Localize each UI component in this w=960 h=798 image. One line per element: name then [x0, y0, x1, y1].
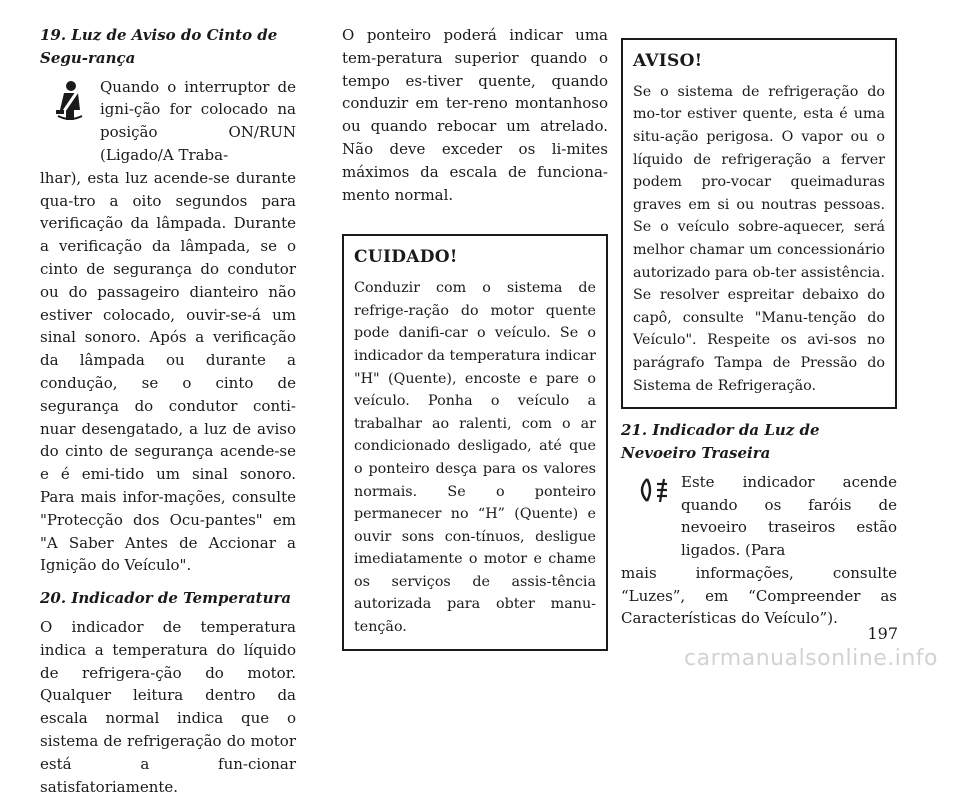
- column-middle: [342, 24, 608, 651]
- seatbelt-paragraph: [40, 76, 296, 167]
- seatbelt-intro-text: Quando o interruptor de igni-ção for colocado na posição ON/RUN (Ligado/A Traba-: [100, 77, 296, 164]
- heading-seatbelt-warning: 19. Luz de Aviso do Cinto de Segu-rança: [40, 26, 278, 67]
- caution-title: CUIDADO!: [354, 247, 458, 268]
- seatbelt-body-text: lhar), esta luz acende-se durante qua-tro a oito segundos para verificação da lâmpada. Durante a verificação da lâmpada, se o cinto de segurança do condutor ou do passageiro dianteiro não estiver colocado, ouvir-se-á um sinal sonoro. Após a verificação da lâmpada ou durante a condução, se o cinto de segurança do condutor conti-nuar desengatado, a luz de aviso do cinto de segurança acende-se e é emi-tido um sinal sonoro. Para mais infor-mações, consulte "Protecção dos Ocu-pantes" em "A Saber Antes de Accionar a Ignição do Veículo".: [40, 168, 296, 575]
- rear-fog-paragraph: [621, 471, 897, 562]
- watermark: carmanualsonline.info: [684, 646, 938, 671]
- seatbelt-warning-icon: [40, 76, 100, 138]
- temperature-continued-text: O ponteiro poderá indicar uma tem-peratura superior quando o tempo es-tiver quente, quando conduzir em ter-reno montanhoso ou quando rebocar um atrelado. Não deve exceder os li-mites máximos da escala de funciona-mento normal.: [342, 26, 608, 204]
- rear-fog-body-text: mais informações, consulte “Luzes”, em “Compreender as Características do Veículo”).: [621, 563, 897, 628]
- warning-title: AVISO!: [633, 51, 703, 71]
- heading-rear-fog: 21. Indicador da Luz de Nevoeiro Traseira: [621, 421, 820, 462]
- heading-temperature: 20. Indicador de Temperatura: [40, 589, 292, 608]
- rear-fog-intro-text: Este indicador acende quando os faróis de nevoeiro traseiros estão ligados. (Para: [681, 472, 897, 560]
- caution-text: Conduzir com o sistema de refrige-ração do motor quente pode danifi-car o veículo. Se o indicador da temperatura indicar "H" (Quente), encoste e pare o veículo. Ponha o veículo a trabalhar ao ralenti, com o ar condicionado desligado, até que o ponteiro desça para os valores normais. Se o ponteiro permanecer no “H” (Quente) e ouvir sons con-tínuos, desligue imediatamente o motor e chame os serviços de assis-tência autorizada para obter manu-tenção.: [354, 280, 596, 636]
- caution-box: [342, 234, 608, 650]
- column-left: [40, 24, 296, 798]
- warning-box: [621, 38, 897, 409]
- rear-fog-light-icon: [621, 471, 681, 533]
- warning-text: Se o sistema de refrigeração do mo-tor estiver quente, esta é uma situ-ação perigosa. O vapor ou o líquido de refrigeração a ferver podem pro-vocar queimaduras graves em si ou noutras pessoas. Se o veículo sobre-aquecer, será melhor chamar um concessionário autorizado para ob-ter assistência. Se resolver espreitar debaixo do capô, consulte "Manu-tenção do Veículo". Respeite os avi-sos no parágrafo Tampa de Pressão do Sistema de Refrigeração.: [633, 83, 885, 394]
- column-right: [621, 24, 897, 630]
- page-number: 197: [867, 624, 898, 643]
- temperature-body-text: O indicador de temperatura indica a temperatura do líquido de refrigera-ção do motor. Qualquer leitura dentro da escala normal indica que o sistema de refrigeração do motor está a fun-cionar satisfatoriamente.: [40, 617, 296, 796]
